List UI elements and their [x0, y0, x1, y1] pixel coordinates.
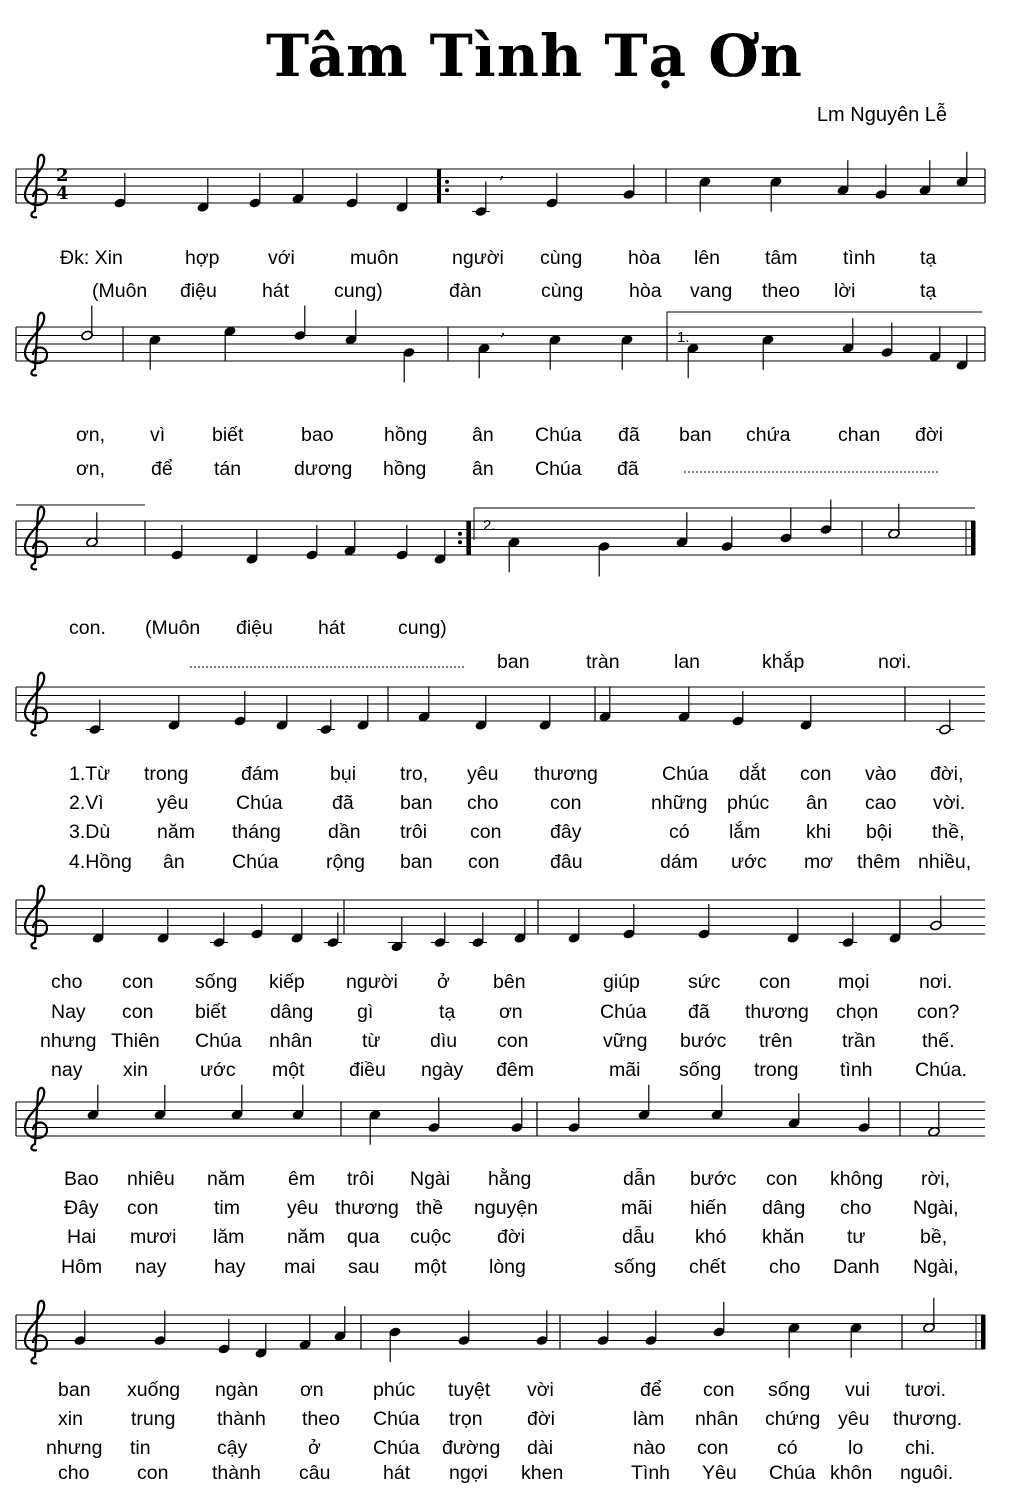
repeat-dot — [445, 188, 449, 192]
lyric-word: để — [640, 1379, 662, 1401]
lyric-word: dìu — [430, 1030, 458, 1052]
lyric-word: 3.Dù — [69, 821, 111, 843]
lyric-word: con. — [69, 617, 106, 639]
lyric-word: sống — [614, 1256, 657, 1278]
lyric-word: thương. — [893, 1408, 963, 1430]
lyric-word: ước — [200, 1059, 236, 1081]
first-ending-label: 1. — [677, 329, 690, 346]
lyric-word: Chúa — [195, 1030, 242, 1052]
lyric-word: hiến — [690, 1197, 727, 1219]
lyric-word: ơn, — [76, 458, 106, 480]
lyric-word: tin — [130, 1437, 151, 1459]
lyric-word: thành — [217, 1408, 266, 1430]
lyric-word: yêu — [467, 763, 499, 785]
lyric-word: làm — [633, 1408, 665, 1430]
lyric-word: nguyện — [474, 1197, 538, 1219]
lyric-word: ngày — [421, 1059, 464, 1081]
lyric-word: tạ — [439, 1001, 456, 1023]
lyric-word: tràn — [586, 651, 620, 673]
lyric-word: hồng — [384, 424, 428, 446]
lyric-word: nhân — [695, 1408, 739, 1430]
lyric-word: mơ — [804, 851, 834, 873]
lyric-word: con — [759, 971, 791, 993]
lyric-word: vời. — [933, 792, 966, 814]
lyric-word: sống — [195, 971, 238, 993]
lyric-word: chi. — [905, 1437, 936, 1459]
lyric-word: một — [272, 1059, 305, 1081]
lyric-word: đã — [618, 424, 640, 446]
lyric-word: tán — [214, 458, 242, 480]
lyric-word: tư — [847, 1226, 866, 1248]
lyric-word: ban — [400, 851, 433, 873]
lyric-word: phúc — [727, 792, 770, 814]
lyric-word: hát — [318, 617, 346, 639]
lyric-word: ở — [437, 971, 450, 993]
lyric-word: tâm — [765, 247, 798, 269]
lyric-word: nhiêu — [127, 1168, 175, 1190]
lyric-word: trên — [759, 1030, 793, 1052]
lyric-word: nay — [51, 1059, 83, 1081]
lyric-word: vui — [845, 1379, 870, 1401]
lyric-word: con — [470, 821, 502, 843]
lyric-word: nguôi. — [900, 1462, 954, 1484]
lyric-word: con — [766, 1168, 798, 1190]
lyric-word: người — [452, 247, 504, 269]
lyric-word: tro, — [400, 763, 429, 785]
lyric-word: dương — [294, 458, 353, 480]
repeat-dot — [458, 532, 462, 536]
composer-credit: Lm Nguyên Lễ — [816, 104, 947, 126]
lyric-word: nơi. — [919, 971, 953, 993]
lyric-word: bước — [690, 1168, 737, 1190]
lyric-word: 1.Từ — [69, 763, 111, 785]
lyric-word: tình — [840, 1059, 873, 1081]
lyric-word: xin — [58, 1408, 83, 1430]
lyric-word: trong — [754, 1059, 799, 1081]
lyric-word: bề, — [920, 1226, 948, 1248]
lyric-word: nơi. — [878, 651, 912, 673]
lyric-word: đã — [617, 458, 639, 480]
lyric-word: cho — [769, 1256, 801, 1278]
lyric-word: Yêu — [702, 1462, 737, 1484]
lyric-word: hằng — [488, 1168, 532, 1190]
lyric-word: Thiên — [111, 1030, 160, 1052]
breath-mark: , — [499, 162, 505, 183]
lyric-word: hòa — [628, 247, 661, 269]
lyric-word: dài — [527, 1437, 554, 1459]
repeat-start-thick-bar — [437, 169, 441, 203]
lyric-word: chết — [689, 1256, 726, 1278]
lyric-word: đàn — [449, 280, 482, 302]
lyric-word: khăn — [762, 1226, 805, 1248]
lyric-word: trần — [842, 1030, 876, 1052]
lyrics — [40, 247, 971, 1484]
lyric-word: ban — [679, 424, 712, 446]
lyric-word: Nay — [51, 1001, 86, 1023]
lyric-word: lan — [674, 651, 701, 673]
lyric-word: hòa — [629, 280, 662, 302]
lyric-word: để — [151, 458, 173, 480]
lyric-word: cho — [51, 971, 83, 993]
second-ending-bracket — [474, 508, 975, 540]
lyric-word: Chúa — [535, 424, 582, 446]
lyric-word: lo — [848, 1437, 864, 1459]
lyric-word: dẫn — [623, 1168, 656, 1190]
lyric-word: tim — [214, 1197, 240, 1219]
lyric-word: cùng — [541, 280, 584, 302]
repeat-dot — [458, 540, 462, 544]
lyric-word: con? — [917, 1001, 960, 1023]
lyric-word: người — [346, 971, 398, 993]
song-title: Tâm Tình Tạ Ơn — [266, 22, 803, 90]
lyric-word: gì — [357, 1001, 374, 1023]
lyric-word: chan — [838, 424, 881, 446]
lyric-word: nhiều, — [918, 851, 972, 873]
lyric-word: vời — [527, 1379, 554, 1401]
lyric-word: rời, — [921, 1168, 951, 1190]
lyric-word: tuyệt — [448, 1379, 491, 1401]
lyric-word: dắt — [739, 763, 767, 785]
lyric-word: Bao — [64, 1168, 99, 1190]
lyric-word: mãi — [609, 1059, 641, 1081]
lyric-word: Chúa. — [915, 1059, 968, 1081]
lyric-word: Ngài, — [913, 1256, 959, 1278]
lyric-word: con — [122, 971, 154, 993]
lyric-word: ân — [806, 792, 828, 814]
lyric-word: cho — [840, 1197, 872, 1219]
lyric-word: đám — [241, 763, 279, 785]
lyric-word: mọi — [838, 971, 870, 993]
lyric-word: đời — [527, 1408, 555, 1430]
lyric-word: theo — [762, 280, 800, 302]
lyric-word: năm — [207, 1168, 245, 1190]
lyric-word: Chúa — [535, 458, 582, 480]
lyric-word: ân — [163, 851, 185, 873]
lyric-word: con — [497, 1030, 529, 1052]
lyric-word: nhân — [269, 1030, 313, 1052]
lyric-word: con — [468, 851, 500, 873]
lyric-word: ân — [472, 424, 494, 446]
lyric-word: qua — [347, 1226, 380, 1248]
lyric-word: đã — [688, 1001, 710, 1023]
lyric-word: ơn — [300, 1379, 324, 1401]
lyric-word: Hai — [67, 1226, 97, 1248]
lyric-word: nào — [633, 1437, 666, 1459]
lyric-word: khôn — [830, 1462, 873, 1484]
lyric-word: khắp — [762, 651, 805, 673]
lyric-word: thương — [534, 763, 598, 785]
lyric-word: cho — [58, 1462, 90, 1484]
lyric-word: ban — [58, 1379, 91, 1401]
lyric-word: (Muôn — [92, 280, 148, 302]
lyric-word: Chúa — [373, 1437, 420, 1459]
lyric-word: dâng — [762, 1197, 806, 1219]
lyric-word: mươi — [130, 1226, 177, 1248]
lyric-word: thề, — [932, 821, 965, 843]
lyric-word: vững — [603, 1030, 648, 1052]
breath-mark: , — [500, 319, 506, 340]
lyric-word: cho — [467, 792, 499, 814]
lyric-word: dần — [328, 821, 361, 843]
lyric-word: đêm — [496, 1059, 534, 1081]
second-ending-label: 2. — [483, 517, 496, 534]
lyric-word: Chúa — [662, 763, 709, 785]
lyric-word: yêu — [287, 1197, 319, 1219]
lyric-word: thương — [745, 1001, 809, 1023]
lyric-word: thêm — [857, 851, 901, 873]
lyric-word: chọn — [836, 1001, 879, 1023]
lyric-word: biết — [195, 1001, 227, 1023]
lyric-word: Chúa — [232, 851, 279, 873]
lyric-word: thề — [416, 1197, 444, 1219]
lyric-word: đời — [915, 424, 943, 446]
lyric-word: tạ — [920, 247, 937, 269]
lyric-word: 2.Vì — [69, 792, 104, 814]
lyric-word: 4.Hồng — [69, 851, 132, 873]
lyric-word: cùng — [540, 247, 583, 269]
lyric-word: khen — [521, 1462, 564, 1484]
lyric-word: muôn — [350, 247, 399, 269]
lyric-word: Ngài, — [913, 1197, 959, 1219]
lyric-word: Chúa — [769, 1462, 816, 1484]
lyric-word: mãi — [621, 1197, 653, 1219]
lyric-word: chứa — [746, 424, 791, 446]
lyric-word: đời — [497, 1226, 525, 1248]
lyric-word: nhưng — [40, 1030, 97, 1052]
lyric-word: đây — [550, 821, 582, 843]
lyric-word: theo — [302, 1408, 340, 1430]
lyric-word: đã — [332, 792, 354, 814]
lyric-word: ân — [472, 458, 494, 480]
lyric-word: kiếp — [269, 971, 305, 993]
lyric-word: (Muôn — [145, 617, 201, 639]
lyric-word: hay — [214, 1256, 246, 1278]
repeat-dot — [445, 180, 449, 184]
lyric-word: hợp — [185, 247, 220, 269]
lyric-word: ước — [731, 851, 767, 873]
lyric-word: giúp — [603, 971, 640, 993]
lyric-word: điệu — [236, 617, 273, 639]
lyric-word: ơn, — [76, 424, 106, 446]
lyric-word: bao — [301, 424, 334, 446]
lyric-word: có — [777, 1437, 798, 1459]
lyric-word: bụi — [330, 763, 357, 785]
lyric-word: dám — [660, 851, 698, 873]
lyric-word: trọn — [449, 1408, 483, 1430]
lyric-word: cao — [865, 792, 897, 814]
time-signature-top: 2 — [56, 165, 69, 186]
lyric-word: con — [800, 763, 832, 785]
lyric-word: thế. — [922, 1030, 955, 1052]
lyric-word: con — [127, 1197, 159, 1219]
lyric-word: ban — [497, 651, 530, 673]
repeat-end-thick-bar — [467, 521, 471, 555]
lyric-word: lăm — [213, 1226, 245, 1248]
lyric-word: hát — [383, 1462, 411, 1484]
lyric-word: trung — [131, 1408, 176, 1430]
lyric-word: ở — [308, 1437, 321, 1459]
lyric-word: cung) — [398, 617, 447, 639]
lyric-word: bước — [680, 1030, 727, 1052]
lyric-word: ơn — [499, 1001, 523, 1023]
lyric-word: ngợi — [449, 1462, 488, 1484]
lyric-word: không — [830, 1168, 884, 1190]
lyric-word: trôi — [400, 821, 428, 843]
lyric-word: con — [137, 1462, 169, 1484]
lyric-word: lòng — [489, 1256, 526, 1278]
lyric-word: biết — [212, 424, 244, 446]
lyric-word: đâu — [550, 851, 583, 873]
lyric-word: êm — [288, 1168, 316, 1190]
lyric-word: tình — [843, 247, 876, 269]
lyric-word: cung) — [334, 280, 383, 302]
lyric-word: Đk: Xin — [60, 247, 123, 269]
lyric-word: hồng — [383, 458, 427, 480]
lyric-word: tươi. — [905, 1379, 947, 1401]
lyric-word: điều — [349, 1059, 386, 1081]
lyric-word: xin — [123, 1059, 148, 1081]
lyric-word: cậy — [217, 1437, 248, 1459]
lyric-word: điệu — [180, 280, 217, 302]
lyric-word: yêu — [838, 1408, 870, 1430]
lyric-word: dẫu — [622, 1226, 655, 1248]
lyric-word: Tình — [631, 1462, 671, 1484]
lyric-word: đường — [442, 1437, 501, 1459]
lyric-word: với — [268, 247, 295, 269]
lyric-word: có — [669, 821, 690, 843]
lyric-word: đời, — [930, 763, 964, 785]
lyric-word: ngàn — [215, 1379, 259, 1401]
lyric-word: sức — [688, 971, 721, 993]
lyric-word: một — [414, 1256, 447, 1278]
lyric-word: hát — [262, 280, 290, 302]
lyric-word: mai — [284, 1256, 316, 1278]
lyric-word: phúc — [373, 1379, 416, 1401]
lyric-word: dâng — [270, 1001, 314, 1023]
lyric-word: con — [550, 792, 582, 814]
lyric-word: tạ — [920, 280, 937, 302]
lyric-word: nhưng — [46, 1437, 103, 1459]
lyric-word: ban — [400, 792, 433, 814]
lyric-word: vang — [690, 280, 733, 302]
lyric-word: cuộc — [410, 1226, 452, 1248]
lyric-word: nay — [135, 1256, 167, 1278]
lyric-word: lời — [834, 280, 856, 302]
lyric-word: bên — [493, 971, 526, 993]
lyric-word: Ngài — [410, 1168, 451, 1190]
lyric-word: lắm — [729, 821, 761, 843]
lyric-word: con — [697, 1437, 729, 1459]
lyric-word: chứng — [765, 1408, 821, 1430]
lyric-word: Chúa — [600, 1001, 647, 1023]
lyric-word: yêu — [157, 792, 189, 814]
lyric-word: câu — [299, 1462, 331, 1484]
lyric-word: xuống — [127, 1379, 181, 1401]
lyric-word: năm — [157, 821, 195, 843]
final-thick-bar — [981, 1315, 986, 1349]
lyric-word: những — [651, 792, 708, 814]
final-thick-bar — [971, 521, 976, 555]
lyric-word: Chúa — [373, 1408, 420, 1430]
lyric-word: con — [703, 1379, 735, 1401]
lyric-word: thành — [212, 1462, 261, 1484]
lyric-word: khó — [695, 1226, 727, 1248]
lyric-word: vì — [150, 424, 166, 446]
lyric-word: vào — [865, 763, 897, 785]
time-signature-bottom: 4 — [56, 183, 69, 204]
lyric-word: Đây — [64, 1197, 99, 1219]
lyric-word: Hôm — [61, 1256, 103, 1278]
lyric-word: trôi — [347, 1168, 375, 1190]
lyric-word: con — [122, 1001, 154, 1023]
lyric-word: lên — [694, 247, 721, 269]
lyric-word: sống — [679, 1059, 722, 1081]
lyric-word: thương — [335, 1197, 399, 1219]
first-ending-bracket — [667, 312, 982, 345]
lyric-word: sau — [348, 1256, 380, 1278]
lyric-word: từ — [362, 1030, 381, 1052]
lyric-word: tháng — [232, 821, 281, 843]
lyric-word: trong — [144, 763, 189, 785]
lyric-word: bội — [866, 821, 893, 843]
lyric-word: năm — [287, 1226, 325, 1248]
lyric-word: rộng — [326, 851, 366, 873]
lyric-word: Danh — [833, 1256, 880, 1278]
lyric-word: Chúa — [236, 792, 283, 814]
lyric-word: khi — [806, 821, 831, 843]
lyric-word: sống — [768, 1379, 811, 1401]
